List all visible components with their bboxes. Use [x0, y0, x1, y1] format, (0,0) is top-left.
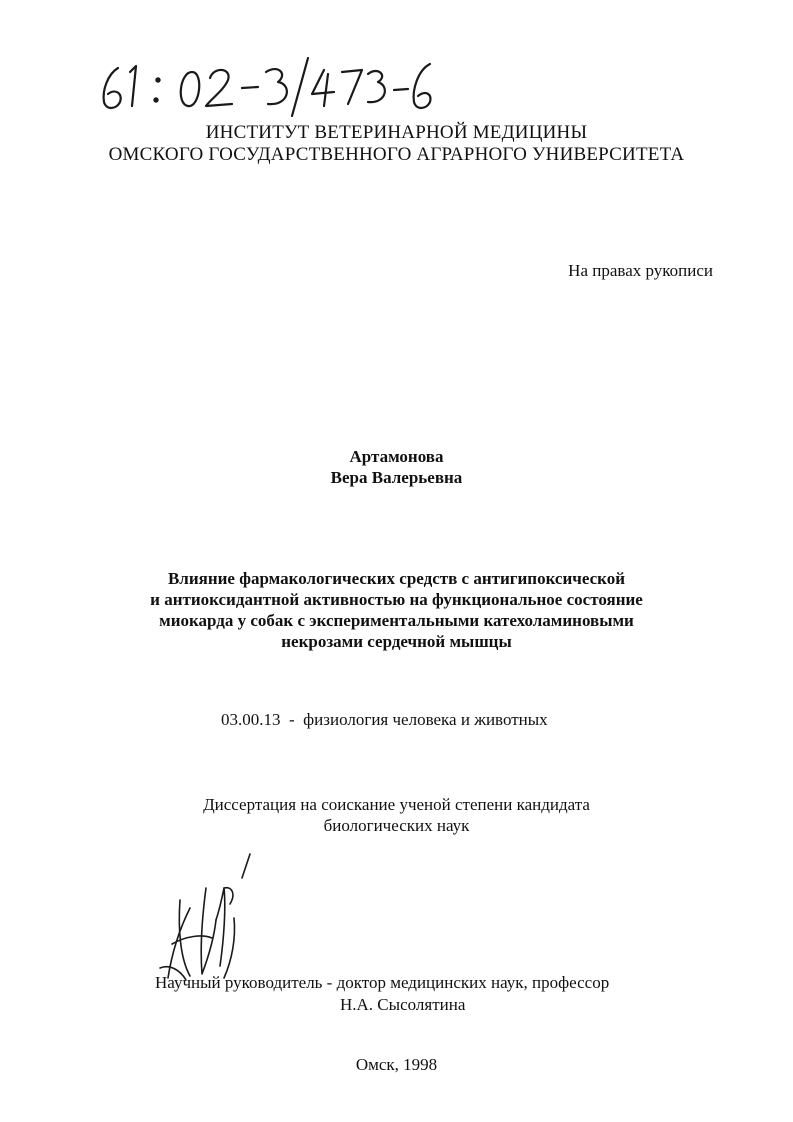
specialty-line — [221, 710, 548, 730]
degree-line-2: биологических наук — [323, 816, 470, 835]
supervisor-title: Научный руководитель - доктор медицинских наук, профессор — [155, 973, 610, 992]
degree-line-1: Диссертация на соискание ученой степени кандидата — [203, 795, 590, 814]
institute-name-line-2: ОМСКОГО ГОСУДАРСТВЕННОГО АГРАРНОГО УНИВЕРСИТЕТА — [108, 144, 685, 165]
dissertation-title-line: и антиоксидантной активностью на функциональное состояние — [150, 590, 643, 609]
author-given-names: Вера Валерьевна — [330, 468, 463, 487]
specialty-code: 03.00.13 — [221, 710, 281, 729]
dissertation-title-line: некрозами сердечной мышцы — [281, 632, 512, 651]
city-and-year: Омск, 1998 — [355, 1055, 438, 1074]
handwritten-archive-code-drawing — [96, 50, 436, 120]
dissertation-title-line: миокарда у собак с экспериментальными катехоламиновыми — [159, 611, 634, 630]
specialty-name: физиология человека и животных — [303, 710, 548, 729]
author-surname: Артамонова — [349, 447, 444, 466]
manuscript-rights-note: На правах рукописи — [568, 261, 713, 280]
handwritten-archive-code — [96, 50, 436, 120]
institute-name-line-1: ИНСТИТУТ ВЕТЕРИНАРНОЙ МЕДИЦИНЫ — [205, 122, 588, 143]
specialty-separator: - — [289, 710, 295, 729]
supervisor-name: Н.А. Сысолятина — [340, 995, 466, 1014]
dissertation-title-line: Влияние фармакологических средств с антигипоксической — [167, 569, 626, 588]
